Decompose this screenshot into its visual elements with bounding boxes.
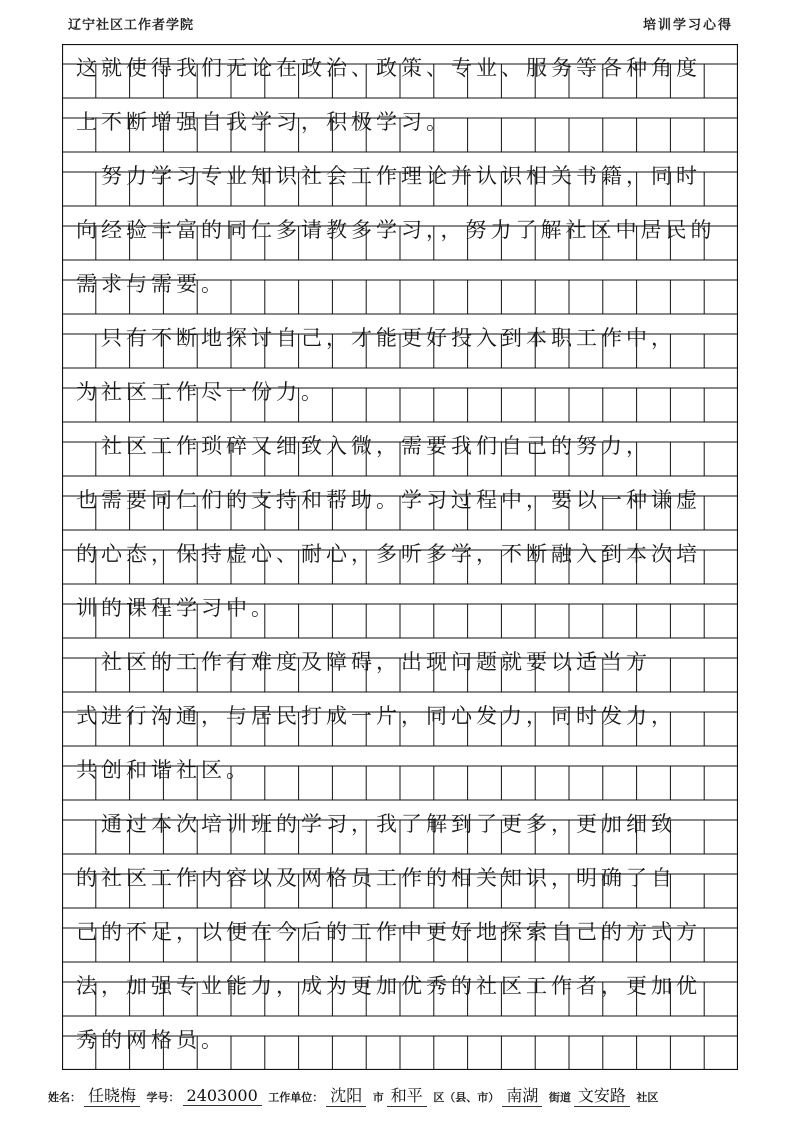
header-institute: 辽宁社区工作者学院 [68, 18, 195, 33]
text-line: 式进行沟通，与居民打成一片，同心发力，同时发力， [76, 704, 676, 728]
text-line: 也需要同仁们的支持和帮助。学习过程中，要以一种谦虚 [76, 488, 701, 512]
district-value: 和平 [387, 1083, 427, 1107]
community-value: 文安路 [574, 1083, 630, 1107]
student-id-value: 2403000 [183, 1086, 262, 1106]
text-line: 通过本次培训班的学习，我了解到了更多，更加细致 [76, 812, 676, 836]
street-value: 南湖 [502, 1083, 542, 1107]
writing-grid [62, 44, 738, 1070]
text-line: 向经验丰富的同仁多请教多学习，，努力了解社区中居民的 [76, 218, 716, 242]
text-line: 只有不断地探讨自己，才能更好投入到本职工作中， [76, 326, 676, 350]
student-id-label: 学号： [146, 1091, 180, 1104]
text-line: 为社区工作尽一份力。 [76, 380, 326, 404]
signature-footer [48, 1083, 658, 1107]
text-line: 训的课程学习中。 [76, 596, 276, 620]
text-line: 这就使得我们无论在政治、政策、专业、服务等各种角度 [76, 56, 701, 80]
text-line: 努力学习专业知识社会工作理论并认识相关书籍，同时 [76, 164, 701, 188]
city-value: 沈阳 [326, 1083, 366, 1107]
text-line: 法，加强专业能力，成为更加优秀的社区工作者，更加优 [76, 974, 701, 998]
text-line: 共创和谐社区。 [76, 758, 251, 782]
text-line: 需求与需要。 [76, 272, 226, 296]
district-suffix: 区（县、市） [433, 1091, 500, 1104]
text-line: 上不断增强自我学习，积极学习。 [76, 110, 451, 134]
text-line: 己的不足，以便在今后的工作中更好地探索自己的方式方 [76, 920, 701, 944]
city-suffix: 市 [372, 1091, 384, 1104]
text-line: 社区工作琐碎又细致入微，需要我们自己的努力， [76, 434, 651, 458]
name-value: 任晓梅 [84, 1083, 140, 1107]
text-line: 的社区工作内容以及网格员工作的相关知识，明确了自 [76, 866, 676, 890]
header-doc-type: 培训学习心得 [642, 18, 733, 33]
work-unit-label: 工作单位： [268, 1091, 324, 1104]
community-suffix: 社区 [636, 1091, 659, 1104]
text-line: 秀的网格员。 [76, 1028, 226, 1052]
street-suffix: 街道 [548, 1091, 571, 1104]
text-line: 的心态，保持虚心、耐心，多听多学，不断融入到本次培 [76, 542, 701, 566]
text-line: 社区的工作有难度及障碍，出现问题就要以适当方 [76, 650, 651, 674]
name-label: 姓名： [48, 1091, 81, 1104]
